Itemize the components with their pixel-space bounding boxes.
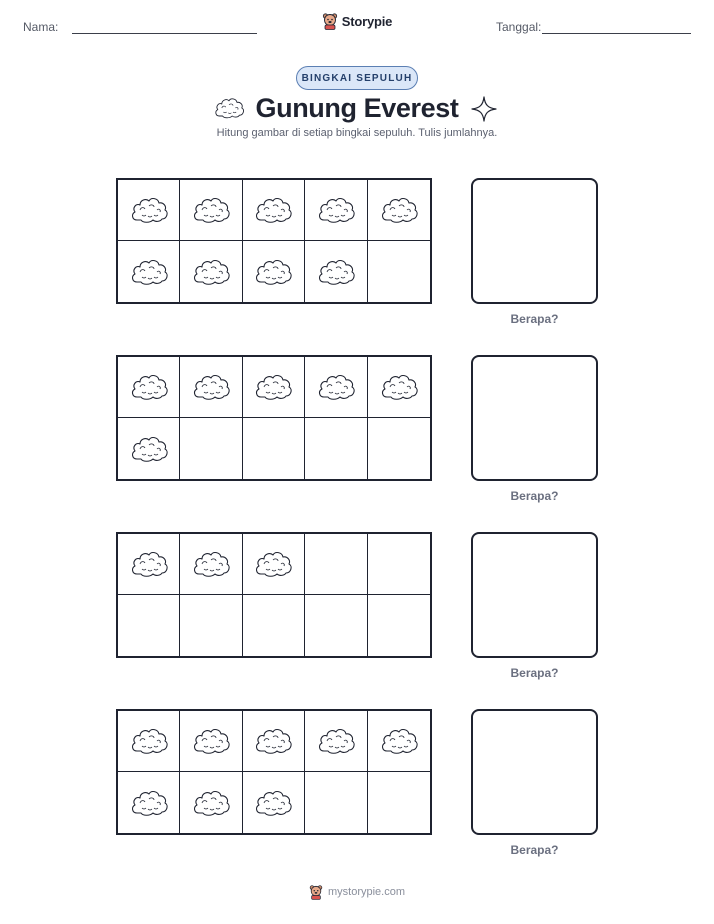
ten-frame-cell (180, 534, 242, 595)
answer-label: Berapa? (510, 312, 559, 326)
ten-frame-cell (305, 534, 367, 595)
cloud-icon (253, 548, 293, 580)
ten-frame-cell (368, 241, 430, 302)
answer-label: Berapa? (510, 489, 559, 503)
ten-frame-cell (118, 711, 180, 772)
brand-name: Storypie (341, 13, 393, 29)
ten-frame-cell (180, 357, 242, 418)
page-title: Gunung Everest (255, 93, 459, 123)
footer (0, 884, 714, 900)
cloud-icon (129, 256, 169, 288)
ten-frame-cell (368, 595, 430, 656)
ten-frame-cell (305, 418, 367, 479)
cloud-icon (129, 371, 169, 403)
ten-frame-cell (305, 595, 367, 656)
cloud-icon (129, 548, 169, 580)
ten-frame-cell (243, 418, 305, 479)
ten-frame-cell (243, 711, 305, 772)
cloud-icon (191, 787, 231, 819)
sparkle-icon (470, 95, 498, 123)
cloud-icon (129, 725, 169, 757)
cloud-icon (253, 725, 293, 757)
answer-label: Berapa? (510, 666, 559, 680)
answer-box[interactable] (471, 532, 598, 658)
ten-frame-cell (118, 418, 180, 479)
cloud-icon (316, 256, 356, 288)
ten-frame-cell (368, 534, 430, 595)
ten-frame-cell (368, 418, 430, 479)
answer-box[interactable] (471, 355, 598, 481)
footer-url[interactable]: mystorypie.com (327, 886, 406, 898)
cloud-icon (191, 194, 231, 226)
instructions: Hitung gambar di setiap bingkai sepuluh. Tulis jumlahnya. (216, 127, 498, 139)
ten-frame-cell (305, 772, 367, 833)
title-row (0, 90, 714, 128)
ten-frame-cell (118, 357, 180, 418)
ten-frame (116, 178, 432, 304)
ten-frame-cell (243, 180, 305, 241)
cloud-icon (129, 194, 169, 226)
date-label: Tanggal: (496, 20, 542, 34)
ten-frame-cell (305, 180, 367, 241)
ten-frame-cell (118, 241, 180, 302)
ten-frame-cell (368, 180, 430, 241)
ten-frame-cell (180, 711, 242, 772)
ten-frame-cell (243, 595, 305, 656)
cloud-icon (191, 371, 231, 403)
ten-frame-cell (118, 534, 180, 595)
ten-frame-cell (180, 418, 242, 479)
cloud-icon (379, 371, 419, 403)
ten-frame-cell (243, 241, 305, 302)
ten-frame-cell (118, 772, 180, 833)
ten-frame (116, 709, 432, 835)
cloud-icon (191, 725, 231, 757)
cloud-icon (129, 433, 169, 465)
name-line[interactable] (72, 33, 257, 34)
cloud-icon (191, 256, 231, 288)
cloud-icon (379, 194, 419, 226)
cloud-icon (316, 194, 356, 226)
cloud-icon (253, 371, 293, 403)
ten-frame (116, 355, 432, 481)
ten-frame-cell (305, 711, 367, 772)
cloud-icon (379, 725, 419, 757)
ten-frame-cell (368, 357, 430, 418)
ten-frame-cell (305, 357, 367, 418)
storypie-logo-icon (322, 12, 338, 30)
ten-frame-cell (180, 595, 242, 656)
ten-frame-cell (368, 772, 430, 833)
answer-label: Berapa? (510, 843, 559, 857)
ten-frame-cell (118, 180, 180, 241)
answer-box[interactable] (471, 709, 598, 835)
cloud-icon (129, 787, 169, 819)
ten-frame-cell (180, 180, 242, 241)
answer-box[interactable] (471, 178, 598, 304)
ten-frame-cell (368, 711, 430, 772)
brand-header (0, 12, 714, 30)
cloud-icon (191, 548, 231, 580)
ten-frame-cell (305, 241, 367, 302)
ten-frame-cell (180, 772, 242, 833)
cloud-icon (253, 787, 293, 819)
storypie-logo-icon (309, 884, 323, 900)
ten-frame-cell (243, 534, 305, 595)
cloud-icon (316, 725, 356, 757)
ten-frame (116, 532, 432, 658)
ten-frame-cell (243, 772, 305, 833)
worksheet-type-badge: BINGKAI SEPULUH (296, 66, 418, 90)
cloud-icon (253, 194, 293, 226)
ten-frame-cell (118, 595, 180, 656)
ten-frame-cell (180, 241, 242, 302)
ten-frame-cell (243, 357, 305, 418)
cloud-icon (253, 256, 293, 288)
date-line[interactable] (542, 33, 691, 34)
name-label: Nama: (23, 20, 59, 34)
cloud-icon (316, 371, 356, 403)
